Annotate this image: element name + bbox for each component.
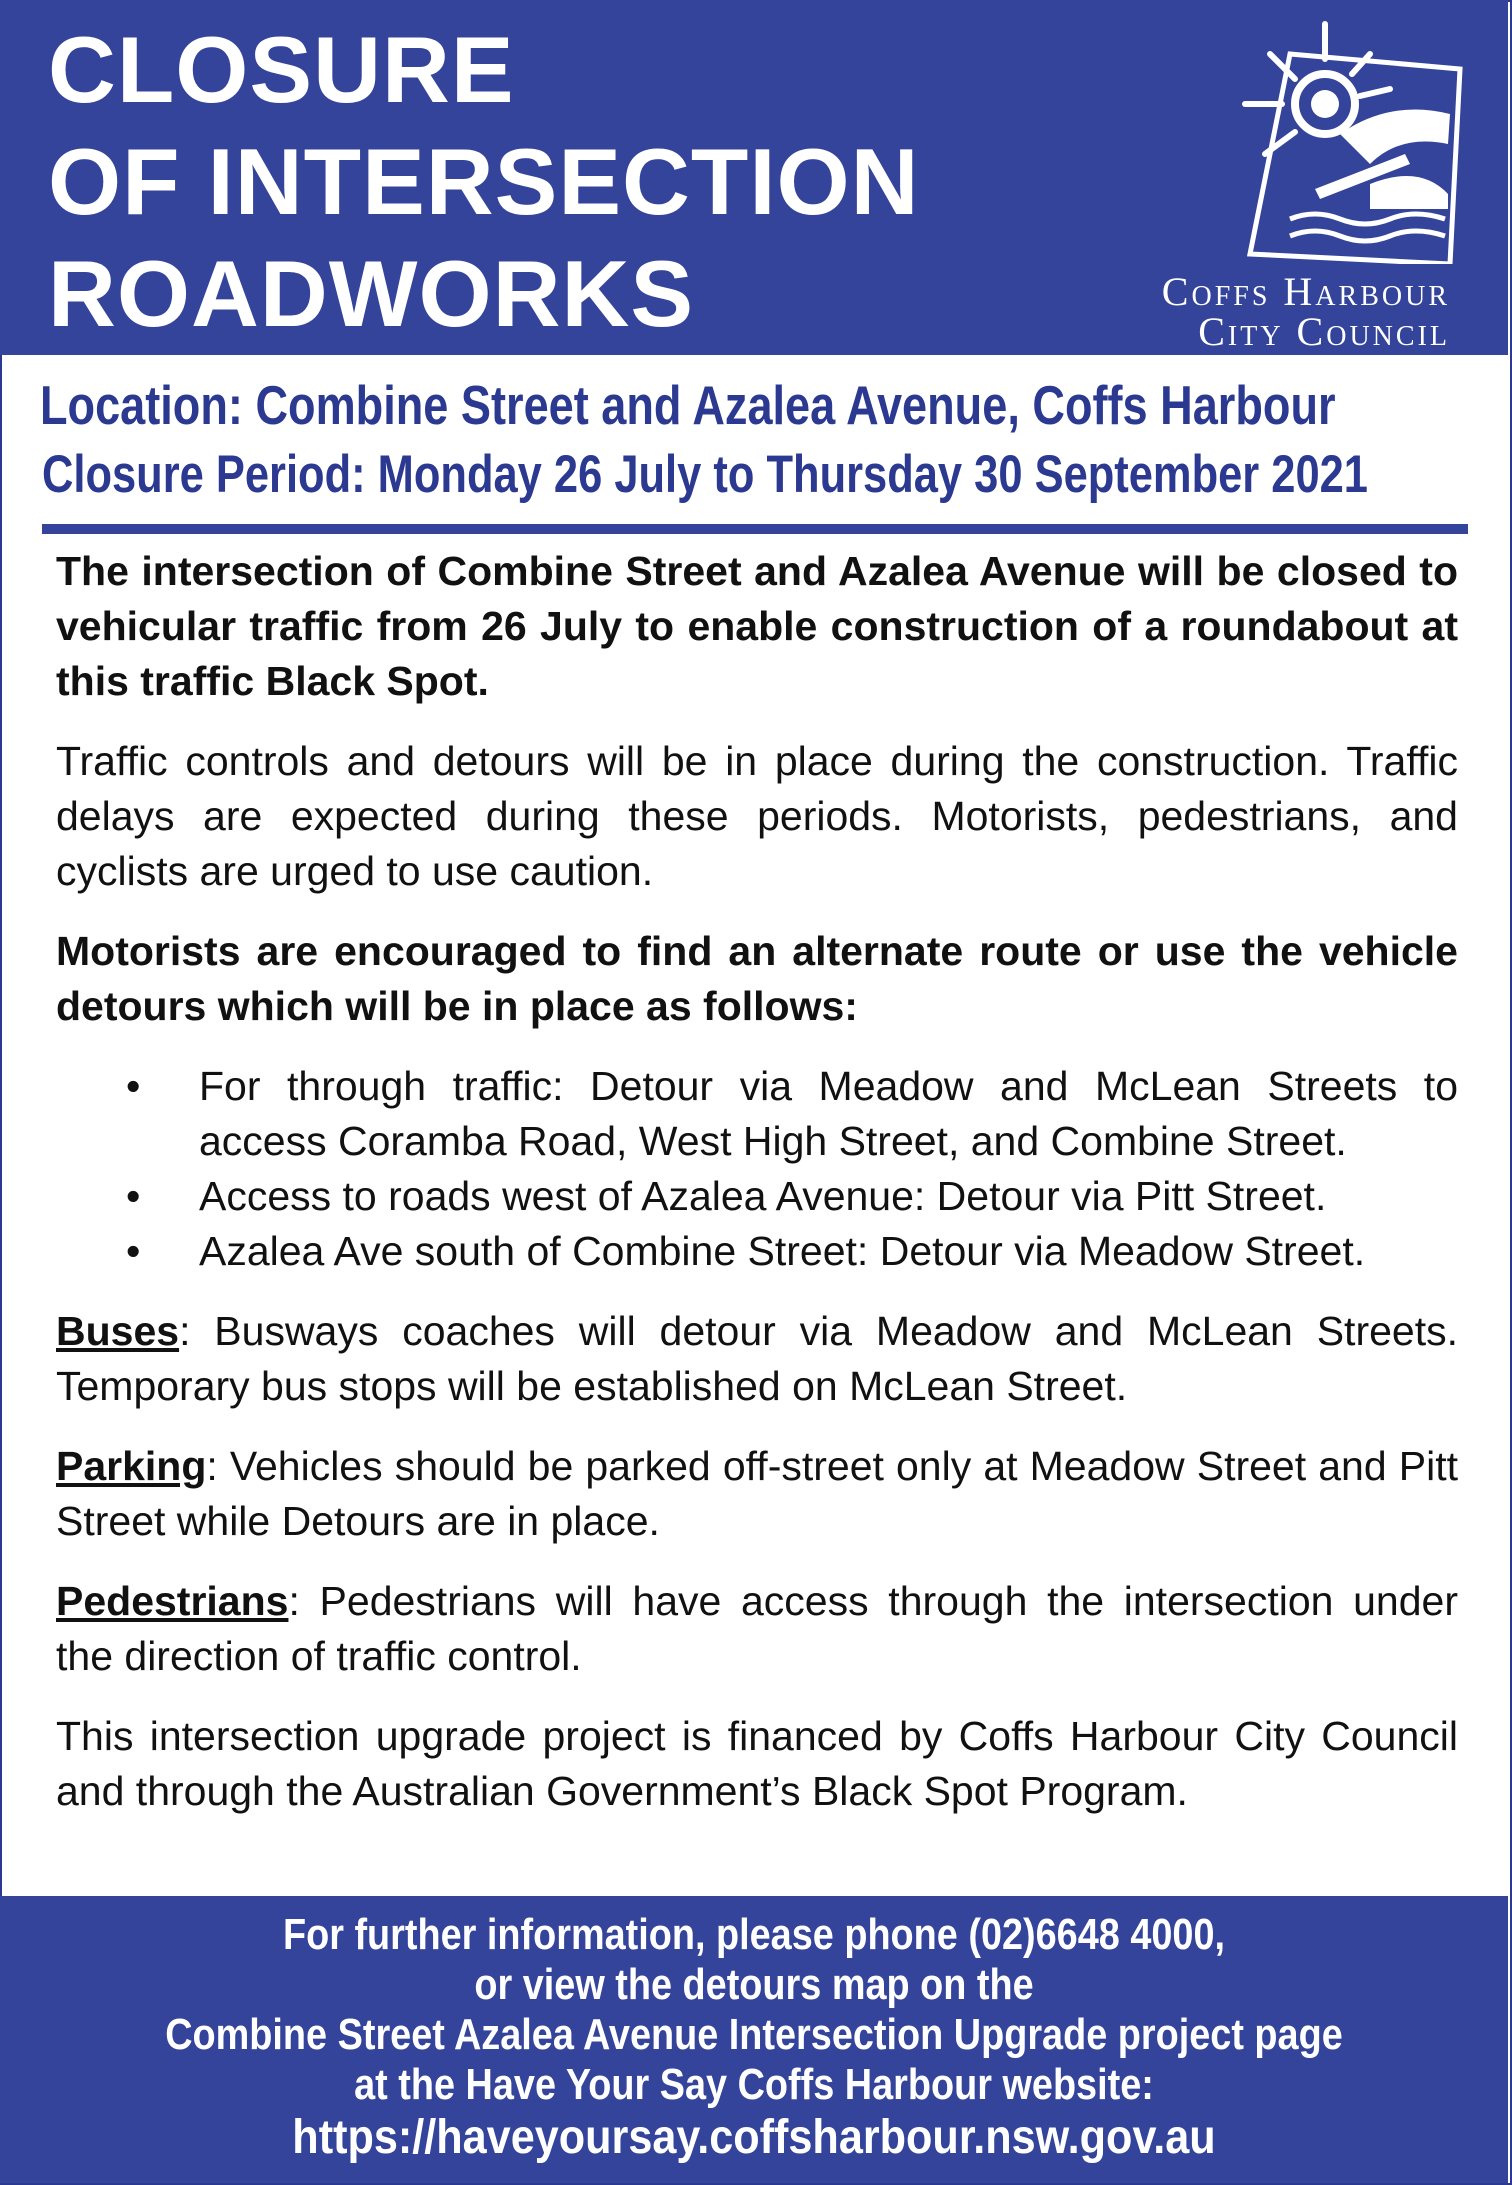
website-link[interactable]: https://haveyoursay.coffsharbour.nsw.gov.au xyxy=(292,2111,1216,2164)
pedestrians-text: : Pedestrians will have access through the intersection under the direction of traffic control. xyxy=(56,1578,1458,1679)
buses-paragraph xyxy=(56,1304,1458,1414)
council-logo xyxy=(1090,14,1490,354)
parking-paragraph xyxy=(56,1439,1458,1549)
parking-text: : Vehicles should be parked off-street only at Meadow Street and Pitt Street while Detours are in place. xyxy=(56,1443,1458,1544)
footer-line-4: at the Have Your Say Coffs Harbour website: xyxy=(354,2060,1154,2109)
detour-item: • Access to roads west of Azalea Avenue: Detour via Pitt Street. xyxy=(56,1169,1458,1224)
footer-banner xyxy=(0,1896,1508,2183)
intro-paragraph: The intersection of Combine Street and Azalea Avenue will be closed to vehicular traffic from 26 July to enable construction of a roundabout at this traffic Black Spot. xyxy=(56,548,1458,704)
traffic-paragraph: Traffic controls and detours will be in place during the construction. Traffic delays are expected during these periods. Motorists, pedestrians, and cyclists are urged to use caution. xyxy=(56,738,1458,894)
footer-line-2: or view the detours map on the xyxy=(474,1960,1034,2009)
council-name-line-1: Coffs Harbour xyxy=(1161,269,1450,314)
closure-period-heading: Closure Period: Monday 26 July to Thursday 30 September 2021 xyxy=(42,445,1368,504)
notice-body xyxy=(56,544,1458,1844)
notice-title xyxy=(48,14,919,350)
heading-divider xyxy=(42,524,1468,534)
motorists-paragraph: Motorists are encouraged to find an alternate route or use the vehicle detours which will be in place as follows: xyxy=(56,928,1458,1029)
council-name xyxy=(1161,269,1450,354)
title-line-3: ROADWORKS xyxy=(48,241,695,346)
buses-label: Buses xyxy=(56,1308,180,1354)
pedestrians-paragraph xyxy=(56,1574,1458,1684)
detour-item: • Azalea Ave south of Combine Street: Detour via Meadow Street. xyxy=(56,1224,1458,1279)
buses-text: : Busways coaches will detour via Meadow and McLean Streets. Temporary bus stops will be established on McLean Street. xyxy=(56,1308,1458,1409)
detour-item: • For through traffic: Detour via Meadow and McLean Streets to access Coramba Road, West High Street, and Combine Street. xyxy=(56,1059,1458,1169)
detour-list xyxy=(56,1059,1458,1279)
footer-line-1: For further information, please phone (02)6648 4000, xyxy=(282,1910,1226,1959)
council-logo-icon xyxy=(1220,14,1470,264)
council-name-line-2: City Council xyxy=(1198,309,1450,354)
header-banner xyxy=(0,0,1508,355)
title-line-1: CLOSURE xyxy=(48,17,515,122)
title-line-2: OF INTERSECTION xyxy=(48,129,920,234)
location-heading: Location: Combine Street and Azalea Avenue, Coffs Harbour xyxy=(40,374,1336,436)
parking-label: Parking xyxy=(56,1443,207,1489)
footer-contact xyxy=(0,1910,1508,2166)
pedestrians-label: Pedestrians xyxy=(56,1578,289,1624)
footer-line-3: Combine Street Azalea Avenue Intersection Upgrade project page xyxy=(165,2010,1343,2059)
funding-paragraph: This intersection upgrade project is financed by Coffs Harbour City Council and through the Australian Government’s Black Spot Program. xyxy=(56,1713,1458,1814)
